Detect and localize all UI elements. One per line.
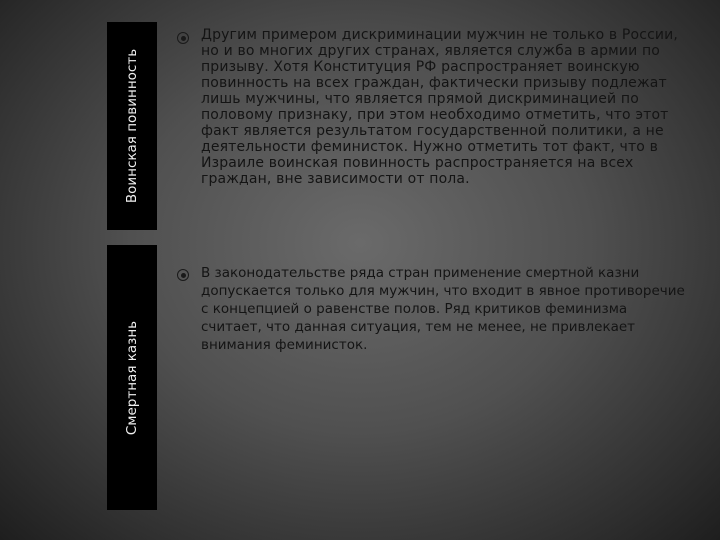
bullet-icon [177, 32, 189, 44]
paragraph-death-penalty: В законодательстве ряда стран применение смертной казни допускается только для мужчин, что входит в явное противоречие с концепцией о равенстве полов. Ряд критиков феминизма считает, что данная ситуация, тем не менее, не привлекает внимания феминисток. [201, 265, 685, 353]
section-tab-military-service [107, 22, 157, 230]
section-label: Смертная казнь [124, 320, 140, 435]
section-label: Воинская повинность [124, 48, 140, 204]
paragraph-military-service: Другим примером дискриминации мужчин не только в России, но и во многих других странах, является служба в армии по призыву. Хотя Конституция РФ распространяет воинскую повинность на всех граждан, фактически призыву подлежат лишь мужчины, что является прямой дискриминацией по половому признаку, при этом необходимо отметить, что этот факт является результатом государственной политики, а не деятельности феминисток. Нужно отметить тот факт, что в Израиле воинская повинность распространяется на всех граждан, вне зависимости от пола. [201, 27, 679, 187]
bullet-icon [177, 269, 189, 281]
section-tab-death-penalty [107, 245, 157, 510]
